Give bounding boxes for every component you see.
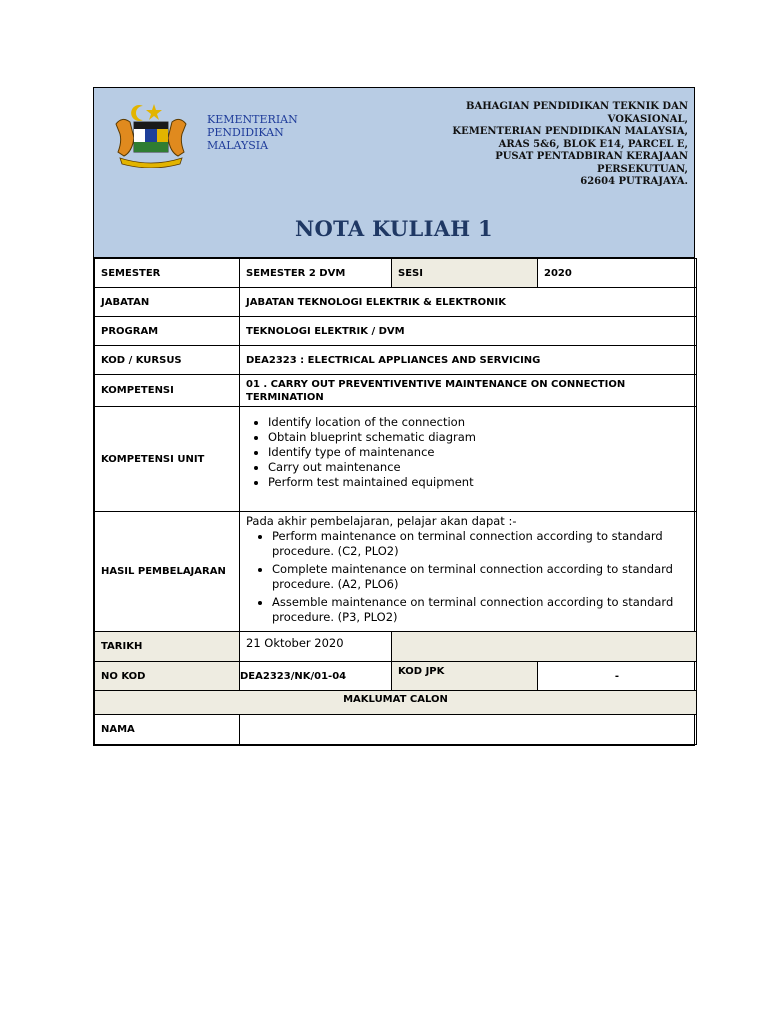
ministry-line: MALAYSIA [207, 139, 269, 152]
kompetensi-unit-row [95, 407, 697, 512]
kod-kursus-row [95, 346, 697, 375]
semester-value: SEMESTER 2 DVM [240, 259, 392, 288]
maklumat-calon-row [95, 691, 697, 715]
kod-kursus-label: KOD / KURSUS [95, 346, 240, 375]
list-item: • Identify type of maintenance [268, 445, 690, 460]
kod-jpk-value: - [538, 662, 697, 691]
program-label: PROGRAM [95, 317, 240, 346]
sesi-value: 2020 [538, 259, 697, 288]
no-kod-row [95, 662, 697, 691]
list-item: • Carry out maintenance [268, 460, 690, 475]
nama-value[interactable] [240, 715, 697, 745]
hasil-intro: Pada akhir pembelajaran, pelajar akan dapat :- [246, 514, 517, 528]
list-item: • Identify location of the connection [268, 415, 690, 430]
address-line: ARAS 5&6, BLOK E14, PARCEL E, [498, 138, 688, 150]
document-title: NOTA KULIAH 1 [295, 216, 493, 241]
kod-kursus-value: DEA2323 : ELECTRICAL APPLIANCES AND SERVICING [240, 346, 697, 375]
list-item: • Assemble maintenance on terminal connection according to standard procedure. (P3, PLO2) [272, 595, 690, 625]
hasil-label: HASIL PEMBELAJARAN [95, 512, 240, 632]
malaysia-coat-of-arms-icon [110, 98, 192, 168]
no-kod-value: DEA2323/NK/01-04 [240, 662, 392, 691]
kompetensi-label: KOMPETENSI [95, 375, 240, 407]
kod-jpk-label: KOD JPK [392, 662, 538, 691]
jabatan-value: JABATAN TEKNOLOGI ELEKTRIK & ELEKTRONIK [240, 288, 697, 317]
kompetensi-unit-list-cell [240, 407, 697, 512]
hasil-cell [240, 512, 697, 632]
course-info-table [94, 258, 697, 745]
address-line: PUSAT PENTADBIRAN KERAJAAN [495, 151, 688, 162]
tarikh-label: TARIKH [95, 632, 240, 662]
ministry-line: KEMENTERIAN [207, 113, 298, 126]
nama-row [95, 715, 697, 745]
maklumat-calon-heading: MAKLUMAT CALON [95, 691, 697, 715]
list-item: • Perform maintenance on terminal connection according to standard procedure. (C2, PLO2) [272, 529, 690, 559]
list-item: • Complete maintenance on terminal connection according to standard procedure. (A2, PLO6) [272, 562, 690, 592]
lecture-note-form [93, 87, 695, 746]
address-line: 62604 PUTRAJAYA. [580, 176, 688, 187]
sesi-label: SESI [392, 259, 538, 288]
kompetensi-row [95, 375, 697, 407]
list-item: • Obtain blueprint schematic diagram [268, 430, 690, 445]
tarikh-value: 21 Oktober 2020 [240, 632, 392, 662]
no-kod-label: NO KOD [95, 662, 240, 691]
address-line: PERSEKUTUAN, [597, 163, 688, 175]
semester-row [95, 259, 697, 288]
tarikh-row [95, 632, 697, 662]
kompetensi-unit-label: KOMPETENSI UNIT [95, 407, 240, 512]
list-item: • Perform test maintained equipment [268, 475, 690, 490]
ministry-line: PENDIDIKAN [207, 126, 284, 139]
address-line: KEMENTERIAN PENDIDIKAN MALAYSIA, [452, 126, 688, 137]
address-line: BAHAGIAN PENDIDIKAN TEKNIK DAN [466, 101, 688, 112]
program-value: TEKNOLOGI ELEKTRIK / DVM [240, 317, 697, 346]
nama-label: NAMA [95, 715, 240, 745]
ministry-name [207, 113, 298, 152]
hasil-list [246, 529, 690, 625]
kompetensi-value: 01 . CARRY OUT PREVENTIVENTIVE MAINTENANCE ON CONNECTION TERMINATION [240, 375, 697, 407]
document-header [94, 88, 694, 258]
address-line: VOKASIONAL, [607, 113, 688, 125]
tarikh-blank [392, 632, 697, 662]
kompetensi-unit-list [246, 415, 690, 490]
semester-label: SEMESTER [95, 259, 240, 288]
hasil-row [95, 512, 697, 632]
jabatan-row [95, 288, 697, 317]
program-row [95, 317, 697, 346]
ministry-address [398, 101, 688, 189]
jabatan-label: JABATAN [95, 288, 240, 317]
